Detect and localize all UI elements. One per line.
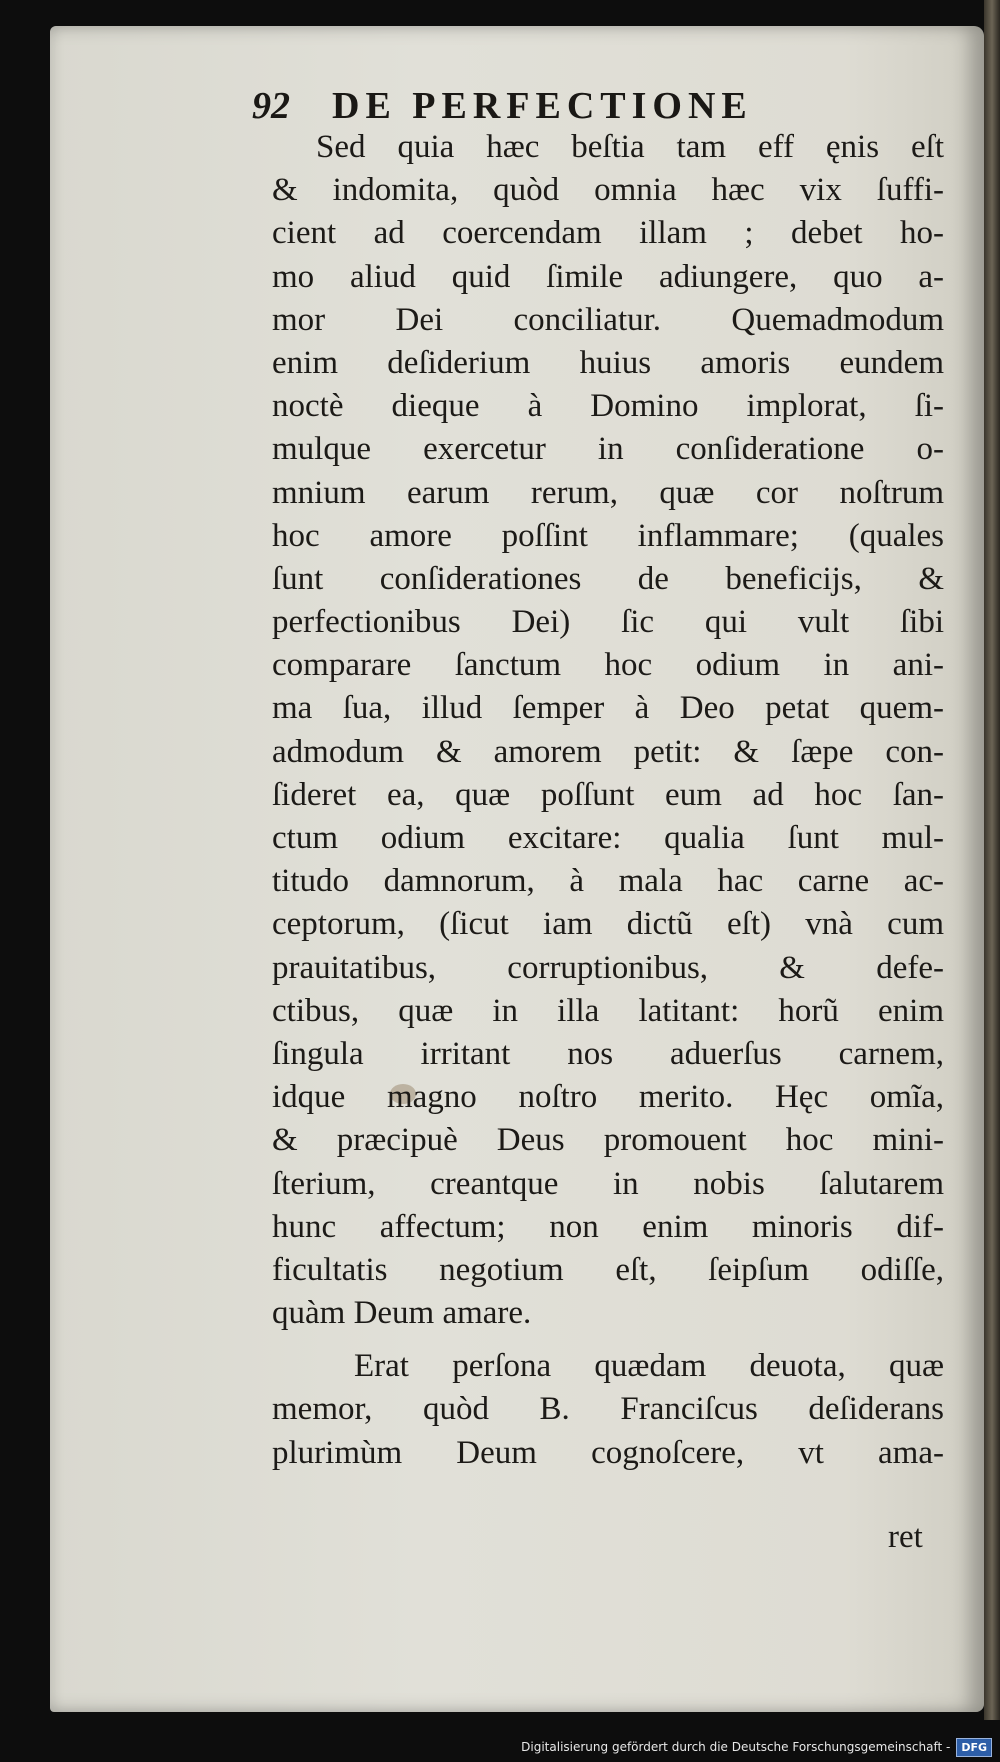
text-line: titudo damnorum, à mala hac carne ac- bbox=[272, 863, 944, 900]
text-line: mor Dei conciliatur. Quemadmodum bbox=[272, 301, 944, 338]
running-head bbox=[252, 84, 832, 130]
text-line: & præcipuè Deus promouent hoc mini- bbox=[272, 1122, 944, 1159]
text-line: ctum odium excitare: qualia ſunt mul- bbox=[272, 820, 944, 856]
text-line: idque magno noſtro merito. Hęc omĩa, bbox=[272, 1079, 944, 1116]
page-number: 92 bbox=[252, 85, 290, 127]
text-line: mulque exercetur in conſideratione o- bbox=[272, 431, 944, 468]
text-line: memor, quòd B. Franciſcus deſiderans bbox=[272, 1391, 944, 1428]
dfg-logo: DFG bbox=[956, 1738, 992, 1757]
text-line: ſunt conſiderationes de beneficijs, & bbox=[272, 560, 944, 597]
body-text bbox=[272, 126, 944, 1475]
funding-footer bbox=[521, 1735, 992, 1759]
funding-credit-text: Digitalisierung gefördert durch die Deutsche Forschungsgemeinschaft - bbox=[521, 1740, 951, 1754]
text-line: perfectionibus Dei) ſic qui vult ſibi bbox=[272, 604, 944, 641]
text-line: mnium earum rerum, quæ cor noſtrum bbox=[272, 474, 944, 511]
text-line: noctè dieque à Domino implorat, ſi- bbox=[272, 388, 944, 425]
text-line: admodum & amorem petit: & ſæpe con- bbox=[272, 733, 944, 770]
text-line: enim deſiderium huius amoris eundem bbox=[272, 344, 944, 381]
text-line: quàm Deum amare. bbox=[272, 1295, 532, 1332]
text-line: comparare ſanctum hoc odium in ani- bbox=[272, 647, 944, 684]
text-line: prauitatibus, corruptionibus, & defe- bbox=[272, 949, 944, 986]
text-line: ceptorum, (ſicut iam dictũ eſt) vnà cum bbox=[272, 906, 944, 943]
text-line: cient ad coercendam illam ; debet ho- bbox=[272, 215, 944, 252]
paragraph-gap bbox=[272, 1335, 944, 1345]
adjacent-page-edge bbox=[984, 0, 1000, 1720]
text-line: Erat perſona quædam deuota, quæ bbox=[354, 1348, 944, 1385]
text-line: Sed quia hæc beſtia tam eff ęnis eſt bbox=[316, 129, 944, 165]
text-line: & indomita, quòd omnia hæc vix ſuffi- bbox=[272, 172, 944, 209]
text-line: ſterium, creantque in nobis ſalutarem bbox=[272, 1165, 944, 1202]
running-title: DE PERFECTIONE bbox=[332, 85, 753, 127]
text-line: ſideret ea, quæ poſſunt eum ad hoc ſan- bbox=[272, 776, 944, 813]
catchword: ret bbox=[888, 1519, 923, 1555]
text-line: hunc affectum; non enim minoris dif- bbox=[272, 1208, 944, 1245]
text-line: ſingula irritant nos aduerſus carnem, bbox=[272, 1035, 944, 1072]
text-line: ma ſua, illud ſemper à Deo petat quem- bbox=[272, 690, 944, 727]
text-line: ctibus, quæ in illa latitant: horũ enim bbox=[272, 992, 944, 1029]
text-line: mo aliud quid ſimile adiungere, quo a- bbox=[272, 258, 944, 295]
text-line: plurimùm Deum cognoſcere, vt ama- bbox=[272, 1434, 944, 1471]
text-line: ficultatis negotium eſt, ſeipſum odiſſe, bbox=[272, 1251, 944, 1288]
text-line: hoc amore poſſint inflammare; (quales bbox=[272, 517, 944, 554]
